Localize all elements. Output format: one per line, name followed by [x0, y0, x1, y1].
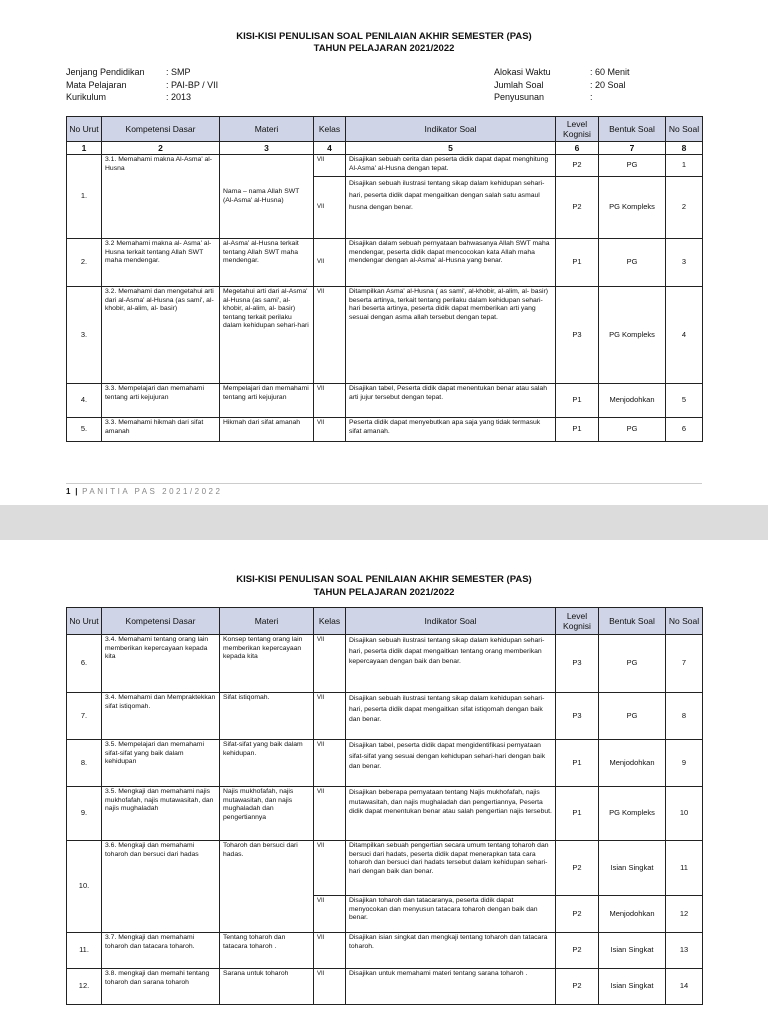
cell-no-soal: 4 — [666, 287, 703, 384]
cell-kelas: VII — [314, 635, 346, 693]
header-kompetensi-dasar: Kompetensi Dasar — [102, 117, 220, 142]
cell-no-urut: 3. — [67, 287, 102, 384]
cell-no-soal: 9 — [666, 740, 703, 787]
header-level-kognisi: Level Kognisi — [556, 608, 599, 635]
cell-indikator: Disajikan sebuah ilustrasi tentang sikap dalam kehidupan sehari-hari, peserta didik dapat mengaitkan sifat istiqomah dengan baik dan benar. — [346, 693, 556, 740]
table-header-row — [67, 117, 703, 142]
cell-kelas: VII — [314, 177, 346, 239]
cell-materi: Toharoh dan bersuci dari hadas. — [220, 841, 314, 933]
cell-kelas: VII — [314, 287, 346, 384]
cell-no-soal: 12 — [666, 896, 703, 933]
header-no-urut: No Urut — [67, 608, 102, 635]
cell-no-urut: 10. — [67, 841, 102, 933]
footer-divider — [66, 483, 702, 484]
cell-level: P1 — [556, 740, 599, 787]
table-row — [67, 787, 703, 841]
header-no-urut: No Urut — [67, 117, 102, 142]
col-number: 4 — [314, 142, 346, 155]
cell-no-soal: 2 — [666, 177, 703, 239]
cell-no-soal: 7 — [666, 635, 703, 693]
document-subtitle: TAHUN PELAJARAN 2021/2022 — [313, 43, 455, 54]
table-row — [67, 841, 703, 896]
header-no-soal: No Soal — [666, 117, 703, 142]
cell-indikator: Peserta didik dapat menyebutkan apa saja yang tidak termasuk sifat amanah. — [346, 418, 556, 442]
cell-materi: Hikmah dari sifat amanah — [220, 418, 314, 442]
cell-kompetensi-dasar: 3.5. Mengkaji dan memahami najis mukhofafah, najis mutawasitah, dan najis mughaladah — [102, 787, 220, 841]
kisi-kisi-table — [66, 116, 703, 442]
cell-bentuk: PG Kompleks — [599, 177, 666, 239]
cell-bentuk: Isian Singkat — [599, 969, 666, 1005]
cell-kelas: VII — [314, 787, 346, 841]
header-indikator-soal: Indikator Soal — [346, 608, 556, 635]
cell-kompetensi-dasar: 3.5. Mempelajari dan memahami sifat-sifat yang baik dalam kehidupan — [102, 740, 220, 787]
cell-indikator: Disajikan sebuah ilustrasi tentang sikap dalam kehidupan sehari-hari, peserta didik dapat mengaitkan dengan salah satu asmaul husna dengan benar. — [346, 177, 556, 239]
info-value: : — [590, 92, 593, 102]
header-kelas: Kelas — [314, 608, 346, 635]
info-value: : PAI-BP / VII — [166, 79, 219, 90]
cell-materi: Nama – nama Allah SWT (Al-Asma' al-Husna) — [220, 155, 314, 239]
cell-kelas: VII — [314, 896, 346, 933]
cell-kompetensi-dasar: 3.4. Memahami dan Mempraktekkan sifat istiqomah. — [102, 693, 220, 740]
col-number: 3 — [220, 142, 314, 155]
col-number: 2 — [102, 142, 220, 155]
table-row — [67, 933, 703, 969]
document-title: KISI-KISI PENULISAN SOAL PENILAIAN AKHIR SEMESTER (PAS) — [236, 31, 532, 42]
cell-no-soal: 14 — [666, 969, 703, 1005]
cell-kelas: VII — [314, 740, 346, 787]
table-row — [67, 287, 703, 384]
footer-text: PANITIA PAS 2021/2022 — [82, 487, 223, 496]
cell-indikator: Ditampilkan Asma' al-Husna ( as sami', al-khobir, al-alim, al- basir) beserta artinya, terkait tentang perilaku dalam kehidupan sehari-hari beserta artinya, peserta didik dapat memberikan arti yang sesuai dengan asma allah tersebut dengan tepat. — [346, 287, 556, 384]
cell-bentuk: PG Kompleks — [599, 787, 666, 841]
cell-indikator: Disajikan beberapa pernyataan tentang Najis mukhofafah, najis mutawasitah, dan najis mughaladah dan pengertiannya, Peserta didik dapat menentukan benar atau salah pengertian najis tersebut. — [346, 787, 556, 841]
table-header-row — [67, 608, 703, 635]
cell-no-urut: 12. — [67, 969, 102, 1005]
info-right — [494, 66, 630, 104]
cell-kelas: VII — [314, 969, 346, 1005]
cell-no-soal: 13 — [666, 933, 703, 969]
header-kompetensi-dasar: Kompetensi Dasar — [102, 608, 220, 635]
info-value: : SMP — [166, 67, 191, 77]
cell-level: P2 — [556, 841, 599, 896]
cell-kompetensi-dasar: 3.3. Memahami hikmah dari sifat amanah — [102, 418, 220, 442]
info-label: Jenjang Pendidikan — [66, 67, 145, 77]
cell-indikator: Disajikan sebuah ilustrasi tentang sikap dalam kehidupan sehari-hari, peserta didik dapat mengaitkan tentang orang memberikan kepercayaan dengan baik dan benar. — [346, 635, 556, 693]
cell-materi: Konsep tentang orang lain memberikan kepercayaan kepada kita — [220, 635, 314, 693]
cell-no-urut: 2. — [67, 239, 102, 287]
cell-indikator: Disajikan untuk memahami materi tentang sarana toharoh . — [346, 969, 556, 1005]
header-materi: Materi — [220, 608, 314, 635]
cell-bentuk: Isian Singkat — [599, 841, 666, 896]
cell-no-urut: 7. — [67, 693, 102, 740]
cell-no-urut: 1. — [67, 155, 102, 239]
col-number: 6 — [556, 142, 599, 155]
cell-no-urut: 4. — [67, 384, 102, 418]
header-indikator-soal: Indikator Soal — [346, 117, 556, 142]
document-title: KISI-KISI PENULISAN SOAL PENILAIAN AKHIR SEMESTER (PAS) — [236, 574, 532, 585]
col-number: 1 — [67, 142, 102, 155]
document-page-2 — [0, 540, 768, 1024]
cell-kelas: VII — [314, 841, 346, 896]
header-bentuk-soal: Bentuk Soal — [599, 117, 666, 142]
cell-kompetensi-dasar: 3.7. Mengkaji dan memahami toharoh dan tatacara toharoh. — [102, 933, 220, 969]
cell-no-soal: 5 — [666, 384, 703, 418]
cell-materi: Sifat-sifat yang baik dalam kehidupan. — [220, 740, 314, 787]
cell-kompetensi-dasar: 3.2 Memahami makna al- Asma' al-Husna terkait tentang Allah SWT maha mendengar. — [102, 239, 220, 287]
cell-bentuk: PG — [599, 418, 666, 442]
cell-bentuk: Menjodohkan — [599, 896, 666, 933]
cell-indikator: Ditampilkan sebuah pengertian secara umum tentang toharoh dan bersuci dari hadats, peserta didik dapat menerapkan tata cara toharoh dan bersuci dari hadats tersebut dalam kehidupan sehari-hari dengan baik dan benar. — [346, 841, 556, 896]
cell-bentuk: PG — [599, 635, 666, 693]
cell-bentuk: PG — [599, 693, 666, 740]
cell-bentuk: PG — [599, 155, 666, 177]
cell-kelas: VII — [314, 155, 346, 177]
page-number: 1 — [66, 487, 71, 496]
cell-indikator: Disajikan tabel, peserta didik dapat mengidentifikasi pernyataan sifat-sifat yang sesuai dengan kehidupan sehari-hari dengan baik dan benar. — [346, 740, 556, 787]
info-value: : 2013 — [166, 92, 192, 102]
cell-kelas: VII — [314, 693, 346, 740]
info-value: : 20 Soal — [590, 79, 626, 90]
cell-materi: Sarana untuk toharoh — [220, 969, 314, 1005]
info-label: Mata Pelajaran — [66, 79, 127, 90]
cell-no-urut: 8. — [67, 740, 102, 787]
info-label: Kurikulum — [66, 92, 107, 102]
col-number: 8 — [666, 142, 703, 155]
cell-kompetensi-dasar: 3.4. Memahami tentang orang lain memberikan kepercayaan kepada kita — [102, 635, 220, 693]
info-label: Alokasi Waktu — [494, 67, 551, 77]
cell-indikator: Disajikan isian singkat dan mengkaji tentang toharoh dan tatacara toharoh. — [346, 933, 556, 969]
header-bentuk-soal: Bentuk Soal — [599, 608, 666, 635]
header-level-kognisi: Level Kognisi — [556, 117, 599, 142]
cell-no-urut: 11. — [67, 933, 102, 969]
cell-kelas: VII — [314, 933, 346, 969]
cell-no-soal: 3 — [666, 239, 703, 287]
cell-materi: Sifat istiqomah. — [220, 693, 314, 740]
cell-bentuk: PG — [599, 239, 666, 287]
cell-kelas: VII — [314, 384, 346, 418]
cell-indikator: Disajikan toharoh dan tatacaranya, peserta didik dapat menyocokan dan menyusun tatacara toharoh dengan baik dan benar. — [346, 896, 556, 933]
cell-materi: Megetahui arti dari al-Asma' al-Husna (as sami', al-khobir, al-alim, al- basir) tentang terkait perilaku dalam kehidupan sehari-hari — [220, 287, 314, 384]
cell-materi: al-Asma' al-Husna terkait tentang Allah SWT maha mendengar. — [220, 239, 314, 287]
cell-level: P3 — [556, 635, 599, 693]
table-row — [67, 239, 703, 287]
info-label: Penyusunan — [494, 92, 545, 102]
cell-level: P3 — [556, 287, 599, 384]
cell-level: P1 — [556, 787, 599, 841]
document-subtitle: TAHUN PELAJARAN 2021/2022 — [313, 587, 455, 598]
cell-level: P1 — [556, 384, 599, 418]
cell-bentuk: Isian Singkat — [599, 933, 666, 969]
cell-level: P2 — [556, 933, 599, 969]
document-page-1 — [0, 0, 768, 505]
cell-bentuk: Menjodohkan — [599, 384, 666, 418]
table-row — [67, 740, 703, 787]
table-row — [67, 155, 703, 177]
cell-indikator: Disajikan dalam sebuah pernyataan bahwasanya Allah SWT maha mendengar, peserta didik dapat mencocokan kata Allah maha mendengar dengan al-Asma' al-Husna yang benar. — [346, 239, 556, 287]
cell-kompetensi-dasar: 3.1. Memahami makna Al-Asma' al-Husna — [102, 155, 220, 239]
cell-level: P1 — [556, 239, 599, 287]
cell-kompetensi-dasar: 3.2. Memahami dan mengetahui arti dari al-Asma' al-Husna (as sami', al-khobir, al-alim, al- basir) — [102, 287, 220, 384]
cell-kompetensi-dasar: 3.6. Mengkaji dan memahami toharoh dan bersuci dari hadas — [102, 841, 220, 933]
cell-level: P2 — [556, 896, 599, 933]
cell-level: P2 — [556, 155, 599, 177]
cell-materi: Najis mukhofafah, najis mutawasitah, dan najis mughaladah dan pengertiannya — [220, 787, 314, 841]
col-number: 7 — [599, 142, 666, 155]
cell-bentuk: PG Kompleks — [599, 287, 666, 384]
cell-materi: Mempelajari dan memahami tentang arti kejujuran — [220, 384, 314, 418]
table-row — [67, 969, 703, 1005]
cell-level: P2 — [556, 177, 599, 239]
cell-no-urut: 5. — [67, 418, 102, 442]
info-value: : 60 Menit — [590, 67, 630, 77]
cell-no-soal: 10 — [666, 787, 703, 841]
cell-kelas: VII — [314, 418, 346, 442]
cell-level: P2 — [556, 969, 599, 1005]
cell-level: P1 — [556, 418, 599, 442]
cell-indikator: Disajikan sebuah cerita dan peserta didik dapat dapat menghitung Al-Asma' al-Husna dengan tepat. — [346, 155, 556, 177]
column-number-row — [67, 142, 703, 155]
cell-materi: Tentang toharoh dan tatacara toharoh . — [220, 933, 314, 969]
info-label: Jumlah Soal — [494, 79, 544, 90]
cell-indikator: Disajikan tabel, Peserta didik dapat menentukan benar atau salah arti jujur tersebut dengan tepat. — [346, 384, 556, 418]
cell-level: P3 — [556, 693, 599, 740]
header-kelas: Kelas — [314, 117, 346, 142]
cell-kompetensi-dasar: 3.3. Mempelajari dan memahami tentang arti kejujuran — [102, 384, 220, 418]
page-footer: 1 | PANITIA PAS 2021/2022 — [66, 487, 223, 496]
cell-no-urut: 9. — [67, 787, 102, 841]
table-row — [67, 693, 703, 740]
table-row — [67, 418, 703, 442]
cell-no-soal: 1 — [666, 155, 703, 177]
table-row — [67, 384, 703, 418]
cell-kelas: VII — [314, 239, 346, 287]
cell-kompetensi-dasar: 3.8. mengkaji dan memahi tentang toharoh dan sarana toharoh — [102, 969, 220, 1005]
cell-no-soal: 8 — [666, 693, 703, 740]
cell-no-soal: 11 — [666, 841, 703, 896]
info-left — [66, 66, 218, 104]
kisi-kisi-table — [66, 607, 703, 1005]
header-no-soal: No Soal — [666, 608, 703, 635]
cell-bentuk: Menjodohkan — [599, 740, 666, 787]
header-materi: Materi — [220, 117, 314, 142]
cell-no-soal: 6 — [666, 418, 703, 442]
cell-no-urut: 6. — [67, 635, 102, 693]
table-row — [67, 635, 703, 693]
col-number: 5 — [346, 142, 556, 155]
